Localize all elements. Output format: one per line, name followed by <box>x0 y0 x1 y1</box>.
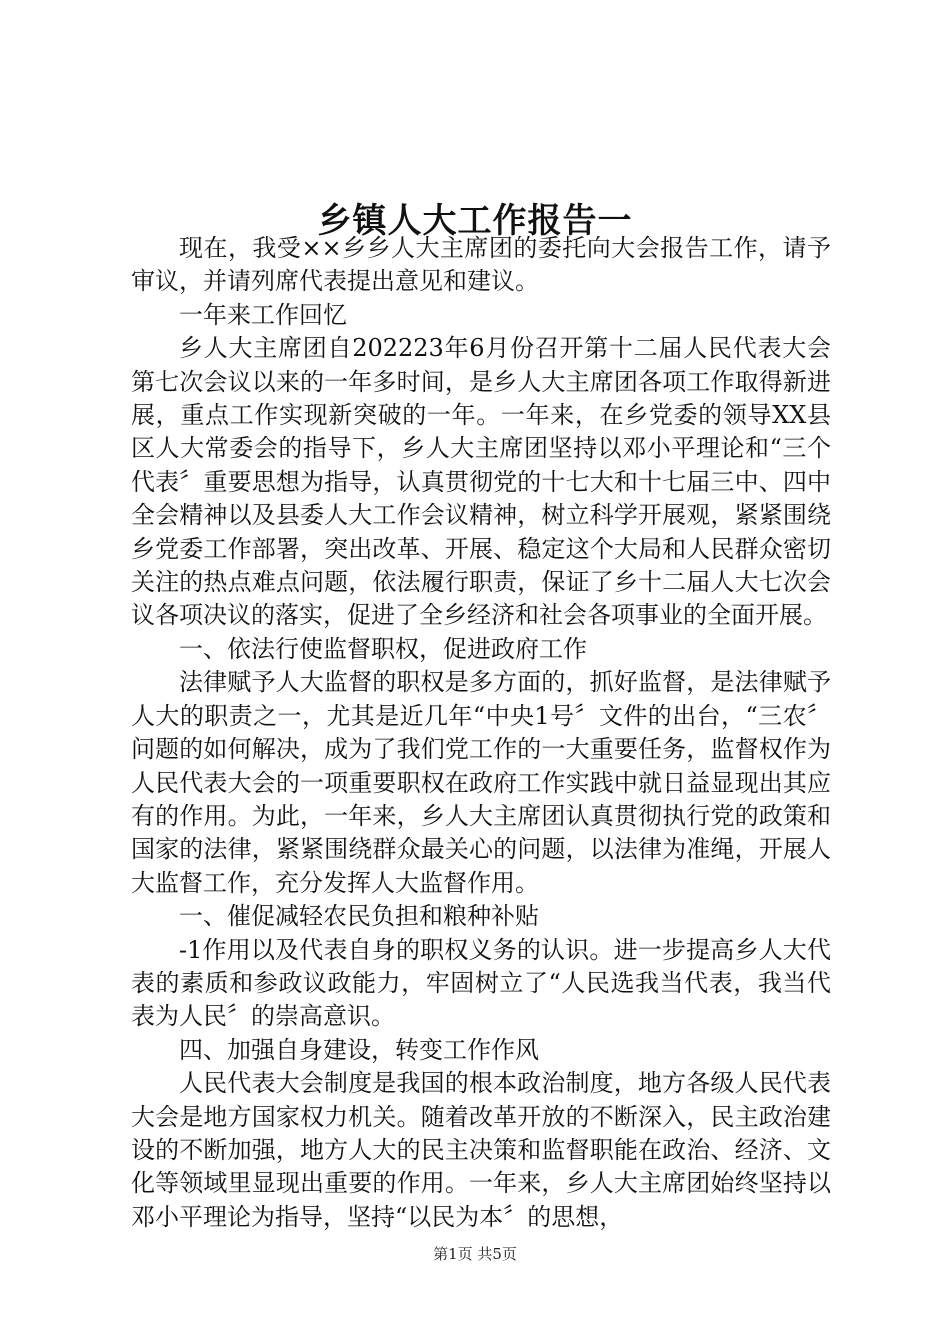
section-heading-review: 一年来工作回忆 <box>179 300 347 329</box>
section-heading-supervision: 一、依法行使监督职权，促进政府工作 <box>179 634 587 663</box>
paragraph-system: 人民代表大会制度是我国的根本政治制度，地方各级人民代表大会是地方国家权力机关。随着改革开放的不断深入，民主政治建设的不断加强，地方人大的民主决策和监督职能在政治、经济、文化等领域里显现出重要的作用。一年来，乡人大主席团始终坚持以邓小平理论为指导，坚持“以民为本〞的思想， <box>131 1069 831 1231</box>
document-title: 乡镇人大工作报告一 <box>317 200 633 241</box>
section-heading-burden: 一、催促减轻农民负担和粮种补贴 <box>179 902 539 931</box>
paragraph-review: 乡人大主席团自202223年6月份召开第十二届人民代表大会第七次会议以来的一年多时间，是乡人大主席团各项工作取得新进展，重点工作实现新突破的一年。一年来，在乡党委的领导XX县区人大常委会的指导下，乡人大主席团坚持以邓小平理论和“三个代表〞重要思想为指导，认真贯彻党的十七大和十七届三中、四中全会精神以及县委人大工作会议精神，树立科学开展观，紧紧围绕乡党委工作部署，突出改革、开展、稳定这个大局和人民群众密切关注的热点难点问题，依法履行职责，保证了乡十二届人大七次会议各项决议的落实，促进了全乡经济和社会各项事业的全面开展。 <box>131 334 831 630</box>
paragraph-intro: 现在，我受××乡乡人大主席团的委托向大会报告工作，请予审议，并请列席代表提出意见和建议。 <box>131 234 831 296</box>
page-number: 第1页 共5页 <box>433 1245 517 1263</box>
page-footer <box>0 1244 950 1264</box>
section-heading-self-building: 四、加强自身建设，转变工作作风 <box>179 1035 539 1064</box>
paragraph-representatives: -1作用以及代表自身的职权义务的认识。进一步提高乡人大代表的素质和参政议政能力，牢固树立了“人民选我当代表，我当代表为人民〞的崇高意识。 <box>131 935 831 1031</box>
document-body <box>131 232 831 1234</box>
paragraph-supervision: 法律赋予人大监督的职权是多方面的，抓好监督，是法律赋予人大的职责之一，尤其是近几年“中央1号〞文件的出台，“三农〞问题的如何解决，成为了我们党工作的一大重要任务，监督权作为人民代表大会的一项重要职权在政府工作实践中就日益显现出其应有的作用。为此，一年来，乡人大主席团认真贯彻执行党的政策和国家的法律，紧紧围绕群众最关心的问题，以法律为准绳，开展人大监督工作，充分发挥人大监督作用。 <box>131 668 831 897</box>
